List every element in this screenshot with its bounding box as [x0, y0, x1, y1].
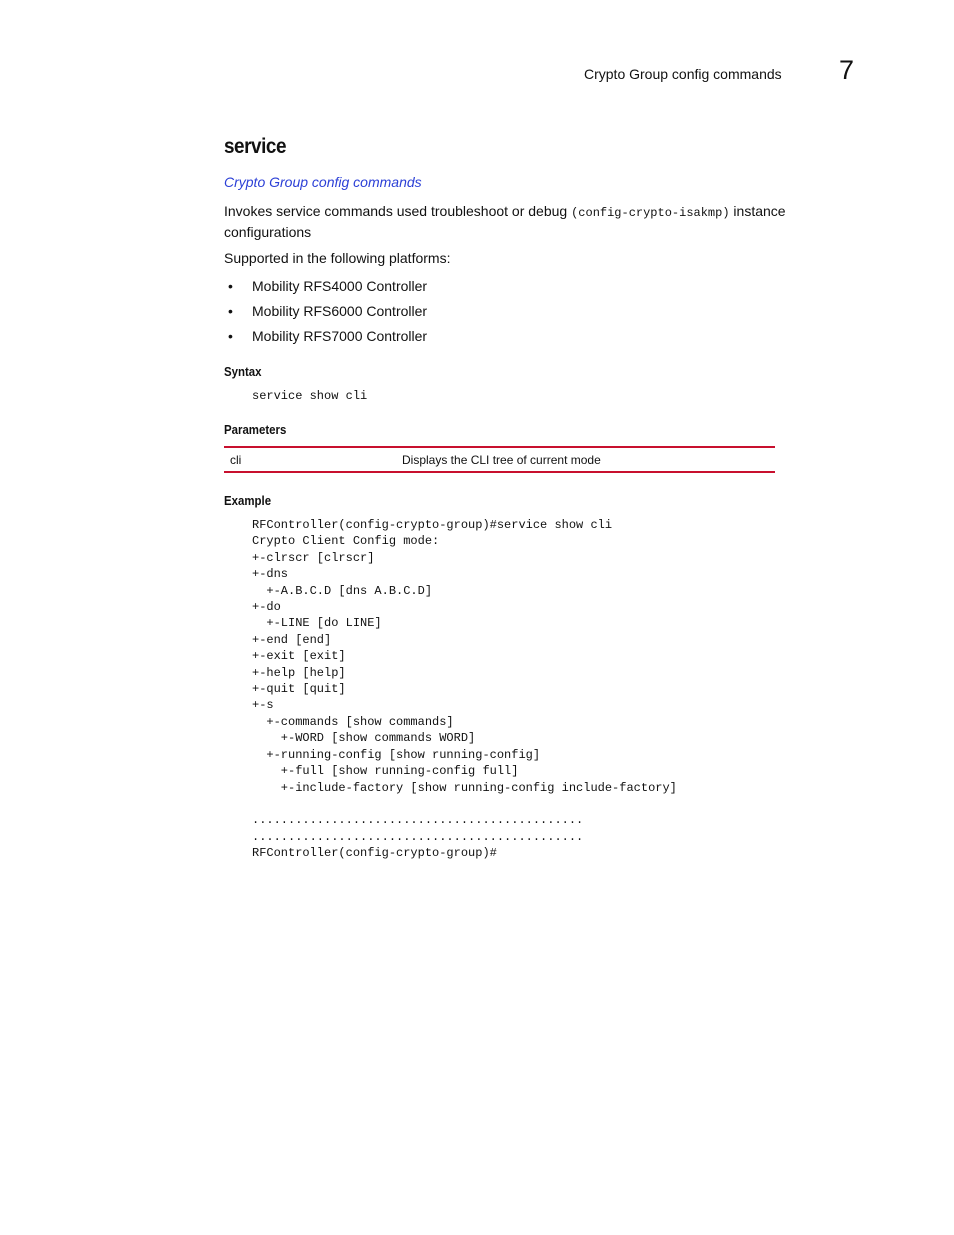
- description-code: (config-crypto-isakmp): [571, 206, 730, 220]
- example-heading: Example: [224, 493, 272, 508]
- description-text-end: instance configurations: [224, 203, 786, 240]
- bullet-icon: •: [228, 278, 233, 294]
- code-line: +-full [show running-config full]: [252, 764, 519, 779]
- code-line: +-A.B.C.D [dns A.B.C.D]: [252, 583, 433, 598]
- code-line: +-running-config [show running-config]: [252, 747, 541, 762]
- code-line: +-commands [show commands]: [252, 714, 454, 729]
- code-line: ..............................................: [252, 829, 584, 844]
- platform-name: Mobility RFS4000 Controller: [252, 278, 428, 294]
- description-text: Invokes service commands used troubleshoot or debug: [224, 203, 572, 219]
- parameter-name: cli: [230, 452, 242, 467]
- running-header-chapter-number: 7: [839, 55, 855, 85]
- list-item: [224, 302, 427, 321]
- code-line: +-exit [exit]: [252, 649, 346, 664]
- code-line: +-LINE [do LINE]: [252, 616, 382, 631]
- description-paragraph: [224, 202, 849, 242]
- syntax-heading: Syntax: [224, 364, 262, 379]
- supported-intro: Supported in the following platforms:: [224, 250, 451, 266]
- bullet-icon: •: [228, 303, 233, 319]
- code-line: +-clrscr [clrscr]: [252, 550, 375, 565]
- code-line: +-include-factory [show running-config include-factory]: [252, 780, 677, 795]
- code-line: +-dns: [252, 567, 289, 582]
- code-line: Crypto Client Config mode:: [252, 534, 440, 549]
- parameters-heading: Parameters: [224, 422, 287, 437]
- code-line: +-end [end]: [252, 632, 332, 647]
- bullet-icon: •: [228, 328, 233, 344]
- code-line: +-s: [252, 698, 274, 713]
- platform-name: Mobility RFS7000 Controller: [252, 328, 428, 344]
- code-line: +-quit [quit]: [252, 682, 346, 697]
- code-line: +-WORD [show commands WORD]: [252, 731, 476, 746]
- command-title: service: [224, 135, 287, 158]
- table-row: [224, 447, 775, 472]
- syntax-code: service show cli: [252, 389, 368, 403]
- example-code: [252, 517, 677, 862]
- code-line: RFController(config-crypto-group)#: [252, 846, 497, 861]
- running-header-section: Crypto Group config commands: [584, 66, 782, 82]
- context-link[interactable]: Crypto Group config commands: [224, 174, 422, 190]
- code-line: ..............................................: [252, 813, 584, 828]
- list-item: [224, 327, 427, 346]
- platform-name: Mobility RFS6000 Controller: [252, 303, 428, 319]
- parameter-description: Displays the CLI tree of current mode: [402, 452, 601, 467]
- list-item: [224, 277, 427, 296]
- code-line: +-help [help]: [252, 665, 346, 680]
- platform-list: [224, 277, 427, 352]
- code-line: +-do: [252, 600, 281, 615]
- code-line: RFController(config-crypto-group)#service show cli: [252, 518, 613, 532]
- parameters-table: [224, 446, 775, 473]
